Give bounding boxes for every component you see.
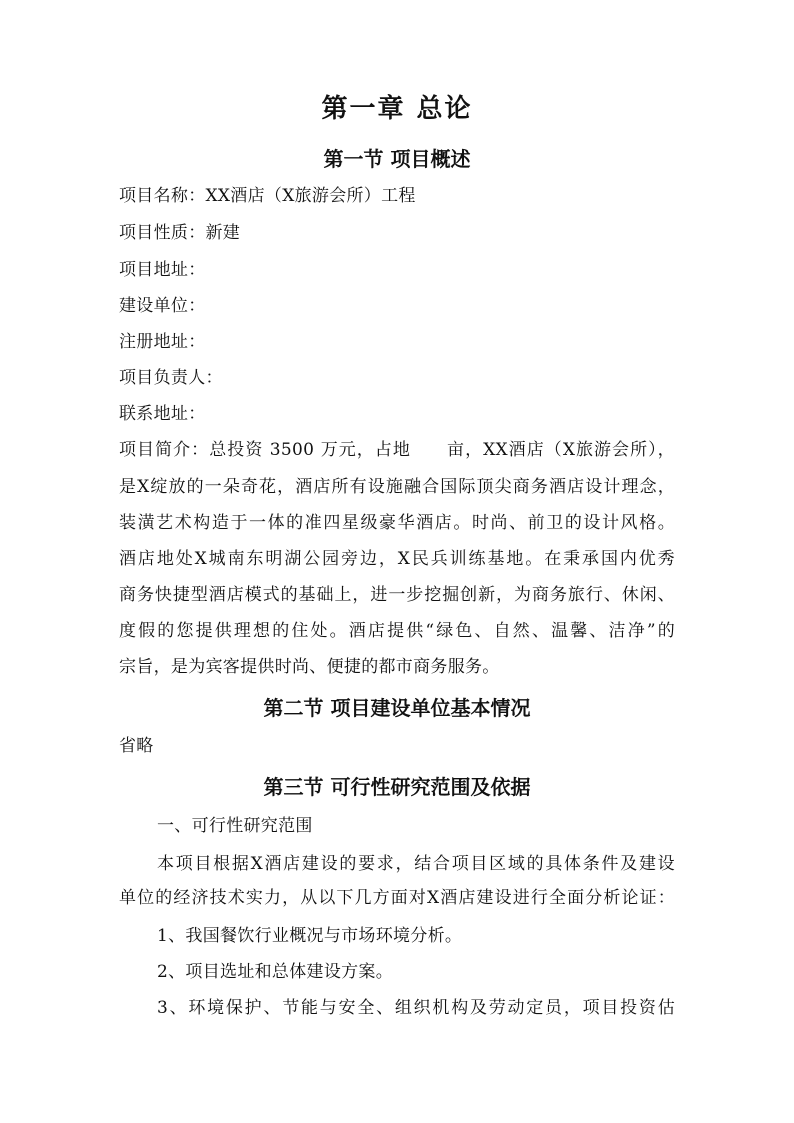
project-name-line: 项目名称：XX酒店（X旅游会所）工程 <box>119 186 416 206</box>
scope-line-2: 单位的经济技术实力，从以下几方面对X酒店建设进行全面分析论证： <box>119 888 675 908</box>
chapter-title: 第一章 总论 <box>321 94 473 124</box>
contact-address-line: 联系地址： <box>119 404 206 424</box>
intro-line-4: 酒店地处X城南东明湖公园旁边，X民兵训练基地。在秉承国内优秀 <box>119 549 675 569</box>
section2-body: 省略 <box>119 736 154 756</box>
project-nature-line: 项目性质：新建 <box>119 223 241 243</box>
scope-item-3: 3、环境保护、节能与安全、组织机构及劳动定员，项目投资估 <box>157 998 675 1018</box>
project-address-line: 项目地址： <box>119 260 206 280</box>
intro-line-1: 项目简介：总投资 3500 万元，占地 亩，XX酒店（X旅游会所）， <box>119 440 675 460</box>
registered-address-line: 注册地址： <box>119 332 206 352</box>
section-title-2: 第二节 项目建设单位基本情况 <box>263 696 531 720</box>
intro-line-2: 是X绽放的一朵奇花，酒店所有设施融合国际顶尖商务酒店设计理念， <box>119 477 675 497</box>
scope-subheading: 一、可行性研究范围 <box>157 816 313 836</box>
builder-line: 建设单位： <box>119 296 206 316</box>
scope-line-1: 本项目根据X酒店建设的要求，结合项目区域的具体条件及建设 <box>157 854 675 874</box>
scope-item-1: 1、我国餐饮行业概况与市场环境分析。 <box>157 926 463 946</box>
intro-line-3: 装潢艺术构造于一体的准四星级豪华酒店。时尚、前卫的设计风格。 <box>119 513 675 533</box>
section-title-1: 第一节 项目概述 <box>323 147 471 171</box>
scope-item-2: 2、项目选址和总体建设方案。 <box>157 962 394 982</box>
intro-line-5: 商务快捷型酒店模式的基础上，进一步挖掘创新，为商务旅行、休闲、 <box>119 585 675 605</box>
intro-line-6: 度假的您提供理想的住处。酒店提供“绿色、自然、温馨、洁净”的 <box>119 621 675 641</box>
project-leader-line: 项目负责人： <box>119 368 223 388</box>
section-title-3: 第三节 可行性研究范围及依据 <box>263 775 531 799</box>
intro-line-7: 宗旨，是为宾客提供时尚、便捷的都市商务服务。 <box>119 657 500 677</box>
